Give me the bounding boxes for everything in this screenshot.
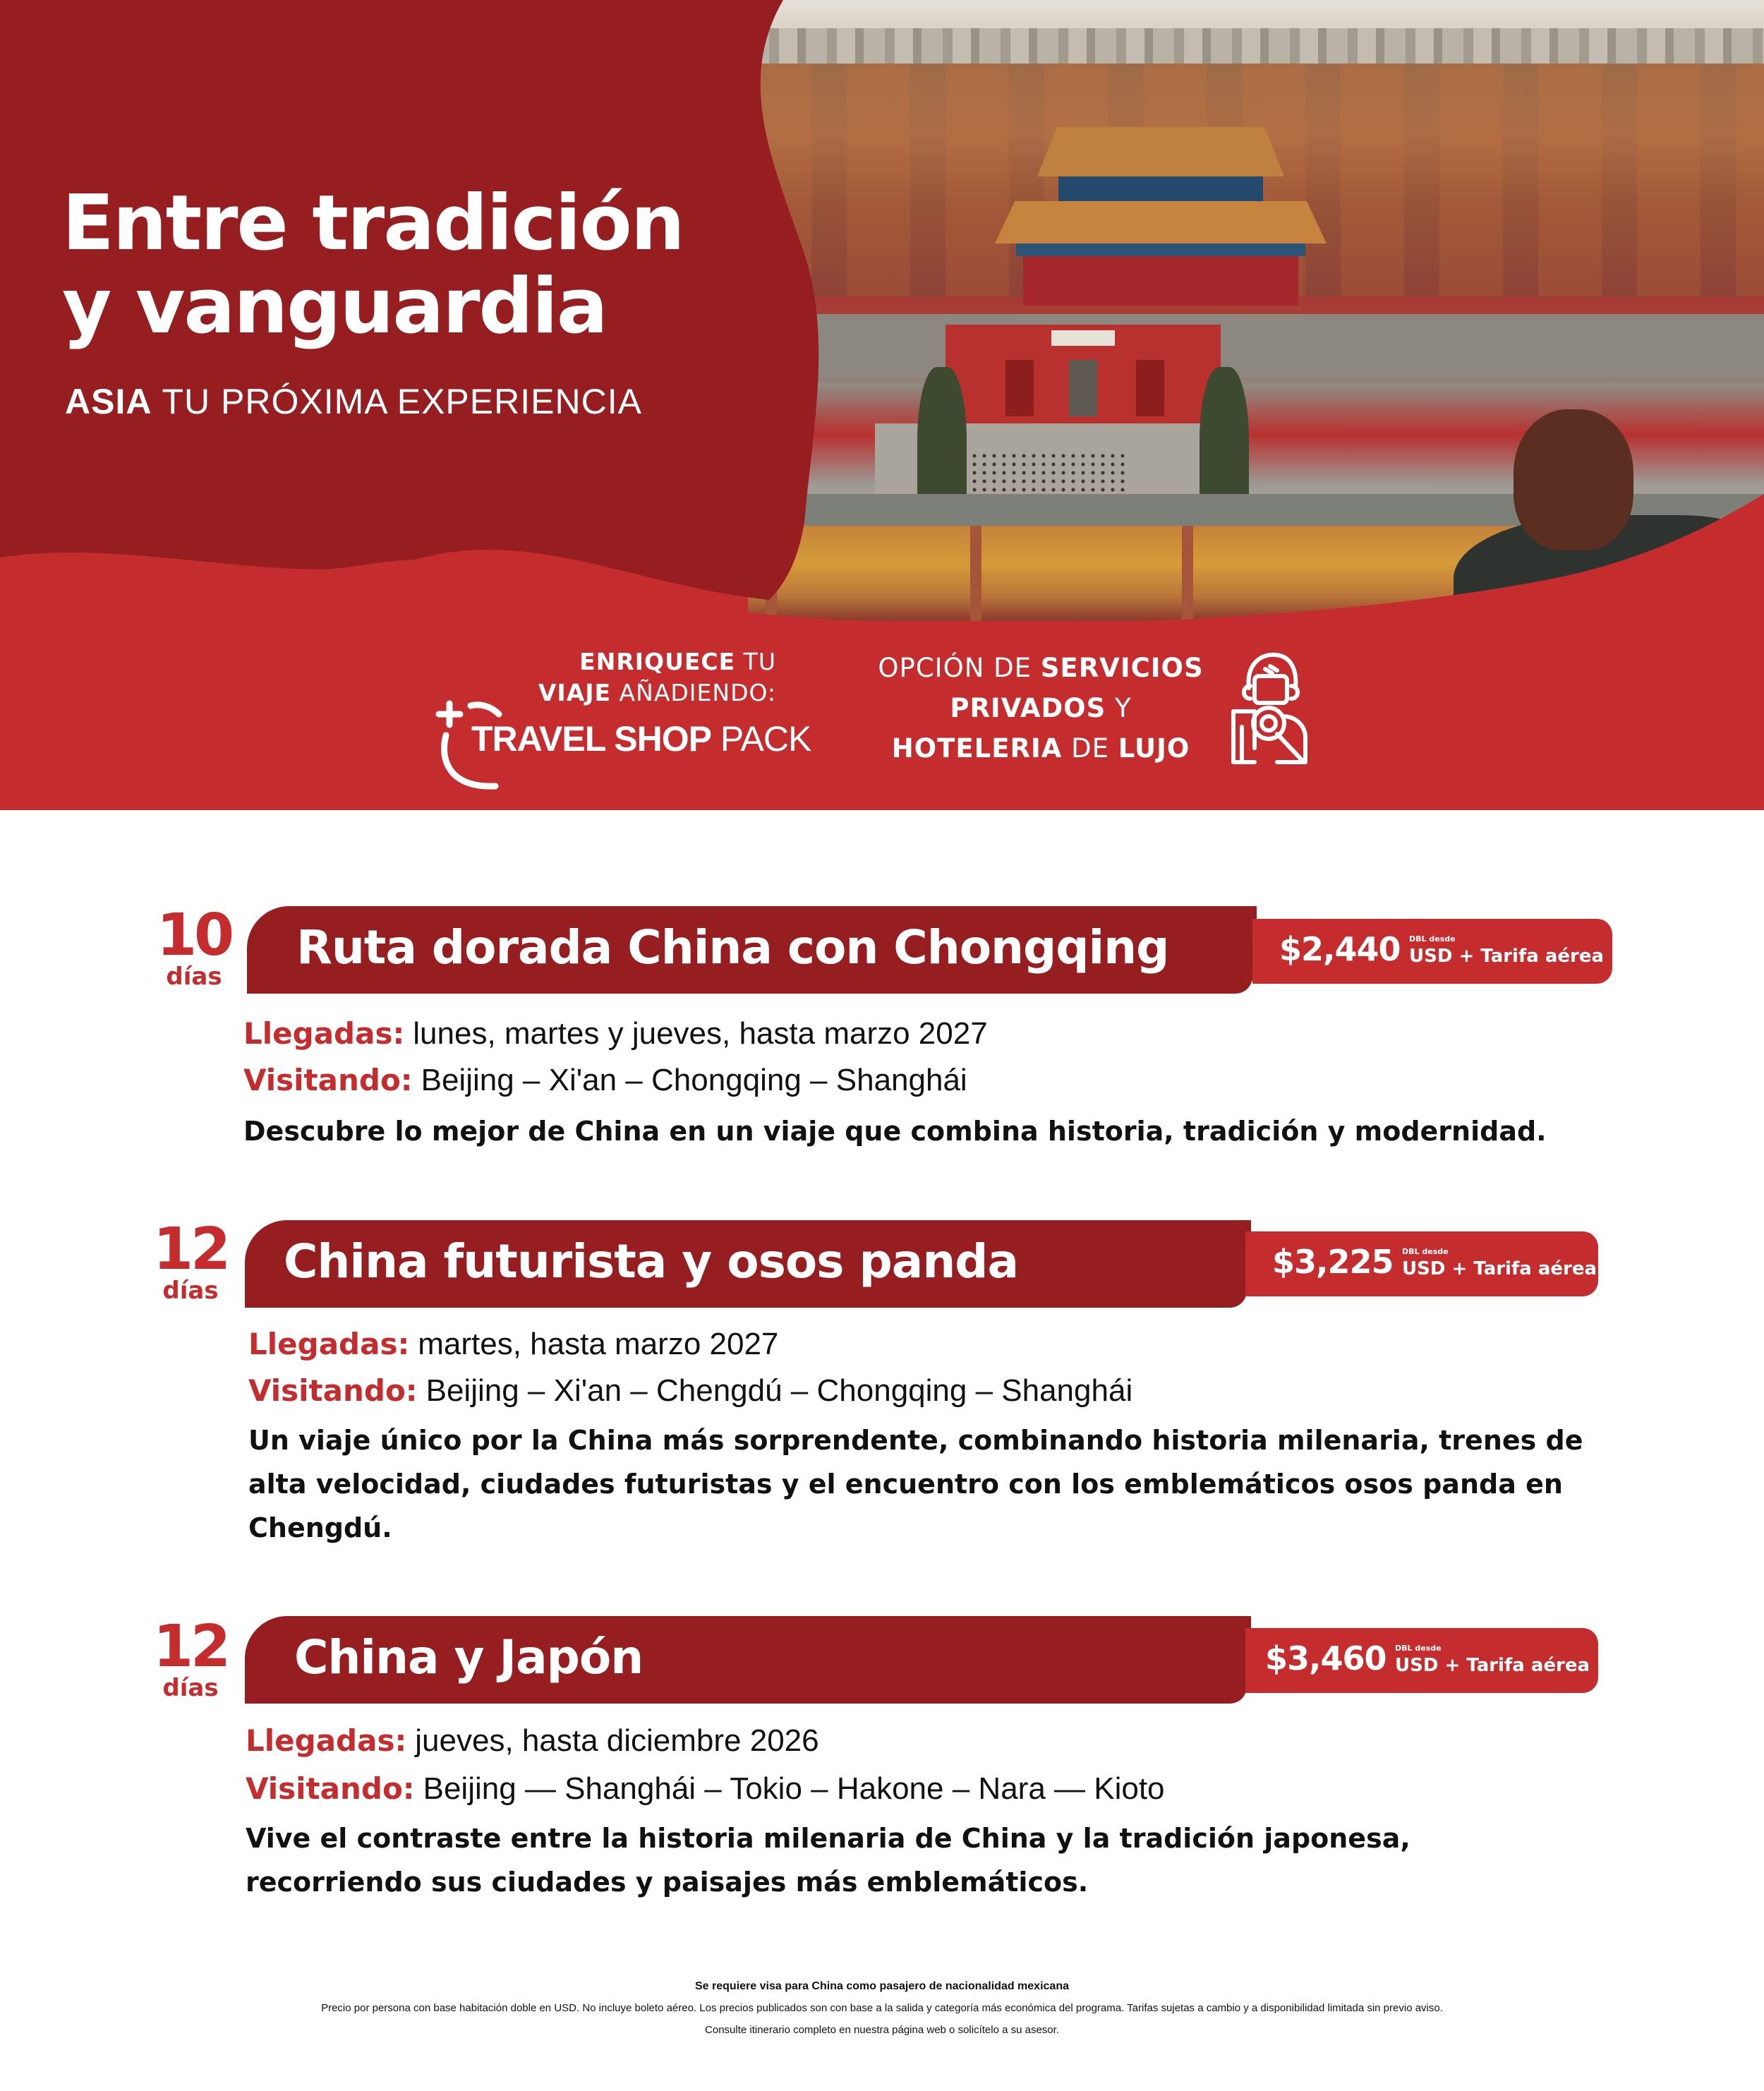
visa-note: Se requiere visa para China como pasajero de nacionalidad mexicana: [695, 1980, 1069, 1992]
arrivals-line: Llegadas: jueves, hasta diciembre 2026: [246, 1723, 819, 1758]
photographer-icon: [1226, 649, 1311, 766]
price-basis: DBL desde: [1402, 1247, 1449, 1256]
price-badge: [1245, 1628, 1598, 1693]
arrivals-line: Llegadas: martes, hasta marzo 2027: [248, 1327, 779, 1361]
tour-description: Vive el contraste entre la historia milenaria de China y la tradición japonesa, recorriendo sus ciudades y paisajes más emblemáticos.: [246, 1823, 1410, 1898]
price-unit: USD + Tarifa aérea: [1402, 1258, 1597, 1279]
price-badge: [1252, 919, 1612, 984]
price-amount: $3,460: [1265, 1639, 1387, 1677]
tour-duration: 10 días: [156, 902, 232, 991]
hero-title-line2: y vanguardia: [62, 263, 607, 351]
visiting-line: Visitando: Beijing — Shanghái – Tokio – Hakone – Nara — Kioto: [246, 1771, 1165, 1806]
arrivals-line: Llegadas: lunes, martes y jueves, hasta marzo 2027: [243, 1016, 988, 1051]
visiting-line: Visitando: Beijing – Xi'an – Chongqing – Shanghái: [243, 1063, 967, 1097]
visiting-line: Visitando: Beijing – Xi'an – Chengdú – Chongqing – Shanghái: [248, 1373, 1133, 1408]
price-amount: $2,440: [1279, 930, 1401, 968]
price-disclaimer: Precio por persona con base habitación doble en USD. No incluye boleto aéreo. Los precios publicados son con base a la salida y categoría más económica del programa. Tarifas sujetas a cambio y a disponibilidad limitada sin previo aviso.: [321, 2002, 1443, 2014]
price-amount: $3,225: [1272, 1243, 1394, 1281]
hero-title-line1: Entre tradición: [62, 179, 684, 267]
tour-duration: 12 días: [152, 1216, 229, 1305]
price-unit: USD + Tarifa aérea: [1409, 946, 1605, 967]
travel-shop-pack-brand: TRAVEL SHOP PACK: [471, 719, 811, 759]
private-services-text: OPCIÓN DE SERVICIOS PRIVADOS Y HOTELERIA DE LUJO: [878, 653, 1204, 764]
tour-title[interactable]: Ruta dorada China con Chongqing: [296, 920, 1169, 975]
hero-subtitle: [65, 381, 642, 422]
tour-title-bar: [245, 1616, 1247, 1704]
hero-banner: [0, 0, 1764, 810]
travel-shop-line1: ENRIQUECE TU: [579, 648, 776, 675]
price-basis: DBL desde: [1395, 1644, 1442, 1653]
tour-title-bar: [245, 1220, 1247, 1308]
tour-duration: 12 días: [152, 1613, 229, 1702]
hero-title: [62, 179, 684, 351]
tour-title[interactable]: China futurista y osos panda: [284, 1234, 1019, 1289]
tour-title-bar: [247, 906, 1252, 994]
hero-subtitle-rest: TU PRÓXIMA EXPERIENCIA: [152, 382, 642, 421]
tour-description: Descubre lo mejor de China en un viaje que combina historia, tradición y modernidad.: [243, 1116, 1547, 1147]
itinerary-note: Consulte itinerario completo en nuestra página web o solicítelo a su asesor.: [705, 2024, 1059, 2036]
hero-subtitle-bold: ASIA: [65, 382, 152, 421]
tour-title[interactable]: China y Japón: [294, 1630, 644, 1685]
price-badge: [1245, 1231, 1598, 1296]
travel-shop-line2: VIAJE AÑADIENDO:: [538, 679, 776, 706]
price-unit: USD + Tarifa aérea: [1395, 1655, 1590, 1676]
price-basis: DBL desde: [1409, 934, 1456, 944]
tour-description: Un viaje único por la China más sorprendente, combinando historia milenaria, trenes de alta velocidad, ciudades futuristas y el encuentro con los emblemáticos osos panda en Chengdú.: [248, 1425, 1583, 1543]
